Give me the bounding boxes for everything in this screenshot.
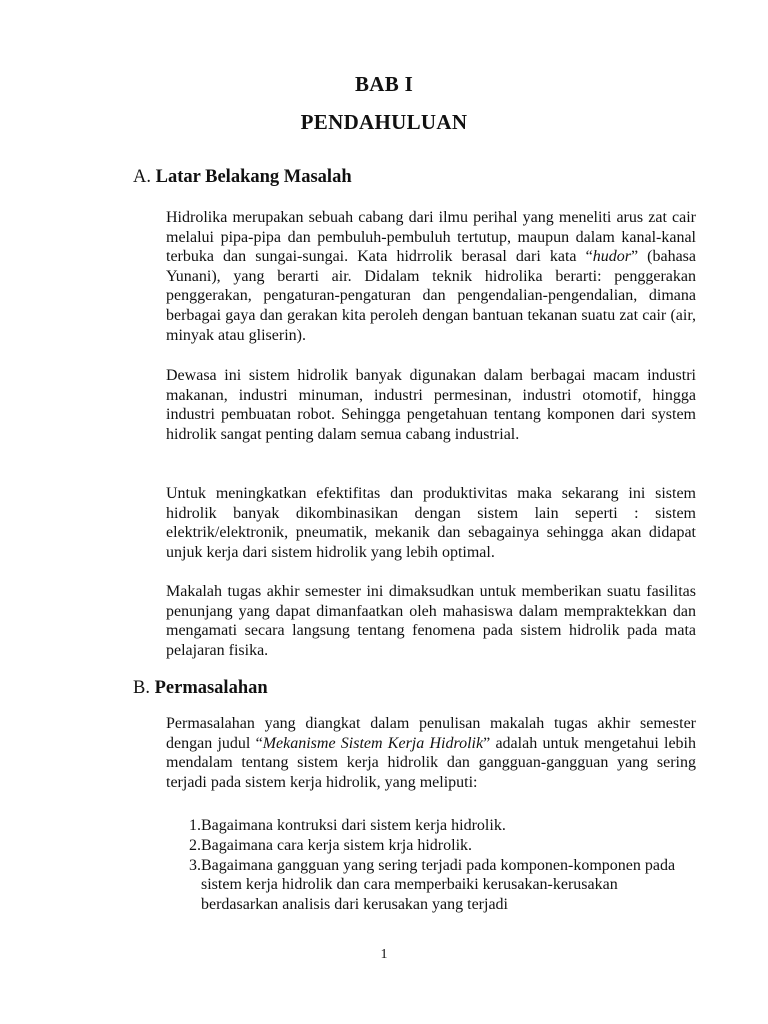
chapter-number: BAB I: [354, 72, 414, 96]
list-item: [189, 816, 689, 836]
italic-term: hudor: [592, 248, 631, 266]
paragraph-text: ” adalah untuk mengetahui lebih mendalam tentang sistem kerja hidrolik dan gangguan-gangguan yang sering terjadi pada sistem kerja hidrolik, yang meliputi:: [166, 734, 696, 791]
section-letter: B.: [133, 678, 150, 698]
list-text: Bagaimana kontruksi dari sistem kerja hidrolik.: [201, 817, 506, 834]
paragraph-problem-statement: [166, 714, 696, 792]
paragraph-text: Hidrolika merupakan sebuah cabang dari ilmu perihal yang meneliti arus zat cair melalui pipa-pipa dan pembuluh-pembuluh tertutup, maupun dalam kanal-kanal terbuka dan sungai-sungai. Kata hidrrolik berasal dari kata “: [166, 209, 696, 266]
paragraph-text: Permasalahan yang diangkat dalam penulisan makalah tugas akhir semester dengan judul “: [166, 715, 696, 752]
paragraph-combination: Untuk meningkatkan efektifitas dan produktivitas maka sekarang ini sistem hidrolik banyak dikombinasikan dengan sistem lain seperti : sistem elektrik/elektronik, pneumatik, mekanik dan sebagainya sehingga akan didapat unjuk kerja dari sistem hidrolik yang lebih optimal.: [166, 485, 696, 561]
paragraph-purpose: Makalah tugas akhir semester ini dimaksudkan untuk memberikan suatu fasilitas penunjang yang dapat dimanfaatkan oleh mahasiswa dalam mempraktekkan dan mengamati secara langsung tentang fenomena pada sistem hidrolik pada mata pelajaran fisika.: [166, 583, 696, 659]
italic-title: Mekanisme Sistem Kerja Hidrolik: [262, 734, 484, 752]
list-number: 2.: [189, 836, 201, 854]
list-text: Bagaimana gangguan yang sering terjadi pada komponen-komponen pada sistem kerja hidrolik dan cara memperbaiki kerusakan-kerusakan berdasarkan analisis dari kerusakan yang terjadi: [201, 856, 676, 914]
problem-list: [189, 816, 689, 915]
section-heading-latar-belakang: [133, 167, 352, 188]
paragraph-text: ” (bahasa Yunani), yang berarti air. Didalam teknik hidrolika berarti: penggerakan penggerakan, pengaturan-pengaturan dan pengendalian-pengendalian, dimana berbagai gaya dan gerakan kita peroleh dengan bantuan tekanan suatu zat cair (air, minyak atau gliserin).: [166, 248, 696, 344]
chapter-title: PENDAHULUAN: [300, 110, 468, 134]
paragraph-industry-usage: Dewasa ini sistem hidrolik banyak digunakan dalam berbagai macam industri makanan, industri minuman, industri permesinan, industri otomotif, hingga industri pembuatan robot. Sehingga pengetahuan tentang komponen dari system hidrolik sangat penting dalam semua cabang industrial.: [166, 367, 696, 443]
section-heading-permasalahan: [133, 678, 268, 699]
list-text: Bagaimana cara kerja sistem krja hidrolik.: [201, 836, 473, 854]
page-number: 1: [380, 947, 388, 962]
section-letter: A.: [133, 167, 151, 187]
list-number: 1.: [189, 817, 201, 834]
list-number: 3.: [189, 856, 201, 874]
section-title: Latar Belakang Masalah: [155, 167, 352, 187]
list-item: [189, 836, 689, 856]
section-title: Permasalahan: [154, 678, 268, 698]
list-item: [189, 856, 689, 915]
paragraph-hidrolika-definition: [166, 208, 696, 345]
